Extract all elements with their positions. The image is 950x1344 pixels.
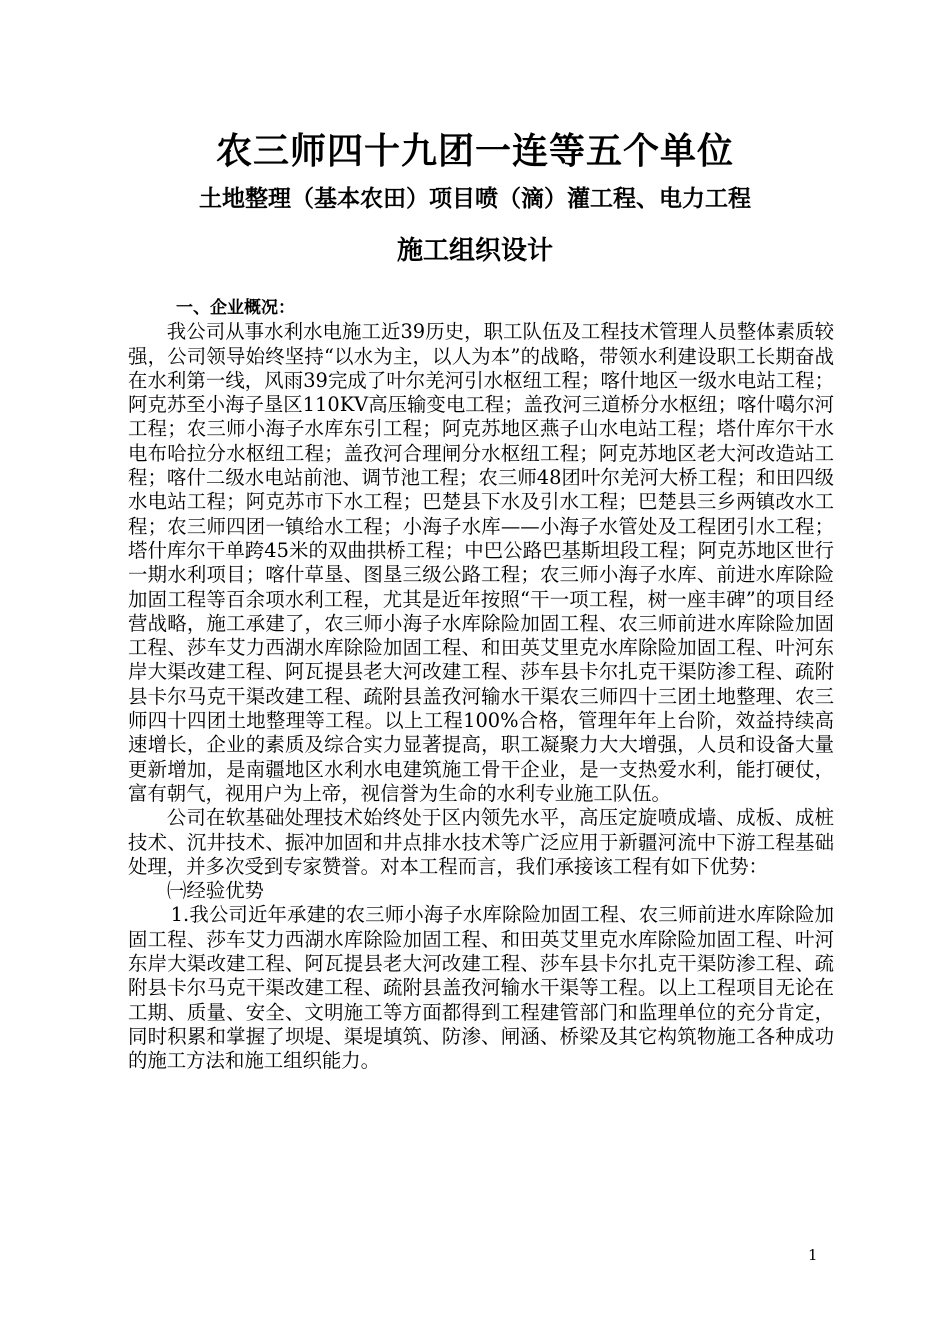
document-subtitle: 土地整理（基本农田）项目喷（滴）灌工程、电力工程 — [199, 185, 751, 212]
paragraph-company-history: 我公司从事水利水电施工近39历史，职工队伍及工程技术管理人员整体素质较强，公司领导始终坚持“以水为主，以人为本”的战略，带领水利建设职工长期奋战在水利第一线，风雨39完成了叶尔羌河引水枢纽工程；喀什地区一级水电站工程；阿克苏至小海子垦区110KV高压输变电工程；盖孜河三道桥分水枢纽；喀什噶尔河工程；农三师小海子水库东引工程；阿克苏地区燕子山水电站工程；塔什库尔干水电布哈拉分水枢纽工程；盖孜河合理闸分水枢纽工程；阿克苏地区老大河改造站工程；喀什二级水电站前池、调节池工程；农三师48团叶尔羌河大桥工程；和田四级水电站工程；阿克苏市下水工程；巴楚县下水及引水工程；巴楚县三乡两镇改水工程；农三师四团一镇给水工程；小海子水库——小海子水管处及工程团引水工程；塔什库尔干单跨45米的双曲拱桥工程；中巴公路巴基斯坦段工程；阿克苏地区世行一期水利项目；喀什草垦、图垦三级公路工程；农三师小海子水库、前进水库除险加固工程等百余项水利工程，尤其是近年按照“干一项工程，树一座丰碑”的项目经营战略，施工承建了，农三师小海子水库除险加固工程、农三师前进水库除险加固工程、莎车艾力西湖水库除险加固工程、和田英艾里克水库除险加固工程、叶河东岸大渠改建工程、阿瓦提县老大河改建工程、莎车县卡尔扎克干渠防渗工程、疏附县卡尔马克干渠改建工程、疏附县盖孜河输水干渠农三师四十三团土地整理、农三师四十四团土地整理等工程。以上工程100%合格，管理年年上台阶，效益持续高速增长，企业的素质及综合实力显著提高，职工凝聚力大大增强，人员和设备大量更新增加，是南疆地区水利水电建筑施工骨干企业，是一支热爱水利，能打硬仗，富有朝气，视用户为上帝，视信誉为生命的水利专业施工队伍。 — [128, 320, 834, 805]
page-number: 1 — [808, 1246, 818, 1264]
paragraph-technical-strengths: 公司在软基础处理技术始终处于区内领先水平，高压定旋喷成墙、成板、成桩技术、沉井技术、振冲加固和井点排水技术等广泛应用于新疆河流中下游工程基础处理，并多次受到专家赞誉。对本工程而言，我们承接该工程有如下优势： — [128, 806, 834, 878]
sub-heading-experience: ㈠经验优势 — [167, 879, 264, 903]
document-type-title: 施工组织设计 — [396, 236, 553, 266]
section-heading: 一、企业概况： — [176, 298, 295, 318]
document-title: 农三师四十九团一连等五个单位 — [215, 130, 734, 172]
list-item-experience-1: 1.我公司近年承建的农三师小海子水库除险加固工程、农三师前进水库除险加固工程、莎车艾力西湖水库除险加固工程、和田英艾里克水库除险加固工程、叶河东岸大渠改建工程、阿瓦提县老大河改建工程、莎车县卡尔扎克干渠防渗工程、疏附县卡尔马克干渠改建工程、疏附县盖孜河输水干渠等工程。以上工程项目无论在工期、质量、安全、文明施工等方面都得到工程建管部门和监理单位的充分肯定，同时积累和掌握了坝堤、渠堤填筑、防渗、闸涵、桥梁及其它构筑物施工各种成功的施工方法和施工组织能力。 — [128, 903, 834, 1073]
document-body — [128, 296, 834, 1074]
